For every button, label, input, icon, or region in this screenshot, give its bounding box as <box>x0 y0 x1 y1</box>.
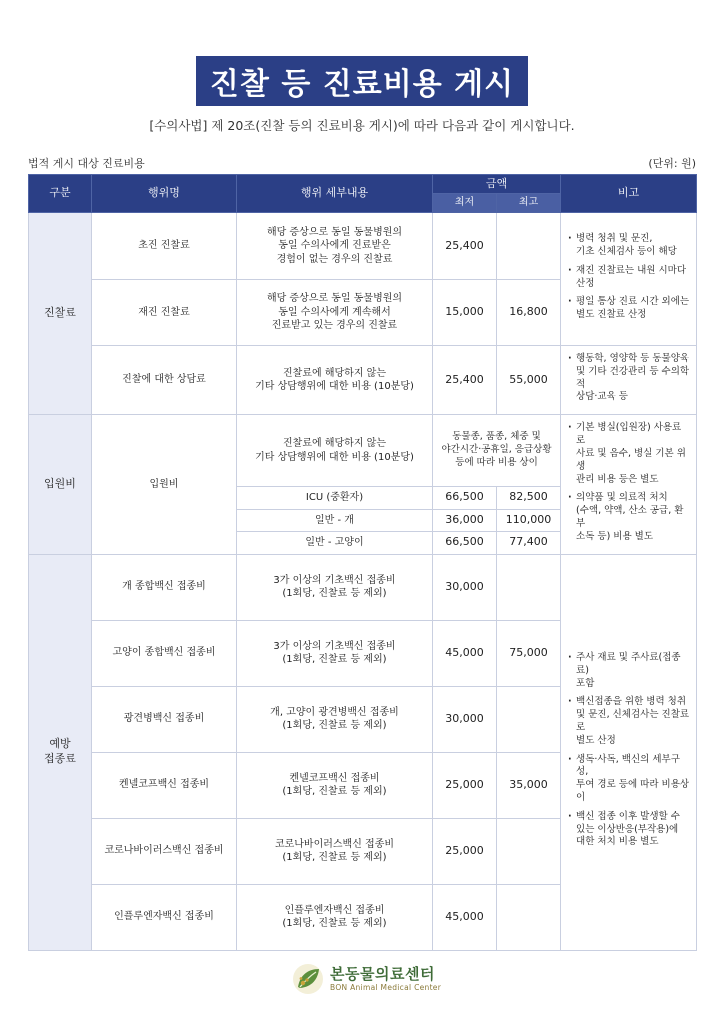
price-max <box>497 554 561 620</box>
item-detail: 해당 증상으로 동일 동물병원의 동일 수의사에게 계속해서 진료받고 있는 경우의 진찰료 <box>237 280 433 346</box>
price-max <box>497 213 561 280</box>
item-name: 진찰에 대한 상담료 <box>92 346 237 415</box>
item-detail: 일반 - 개 <box>237 509 433 532</box>
price-min: 30,000 <box>433 686 497 752</box>
price-min: 45,000 <box>433 620 497 686</box>
price-max: 110,000 <box>497 509 561 532</box>
note-cell <box>561 554 697 950</box>
price-max: 55,000 <box>497 346 561 415</box>
item-name: 고양이 종합백신 접종비 <box>92 620 237 686</box>
price-min: 66,500 <box>433 532 497 555</box>
header-amount: 금액 <box>433 175 561 194</box>
item-name: 코로나바이러스백신 접종비 <box>92 818 237 884</box>
note-item: · 행동학, 영양학 등 동물양육 및 기타 건강관리 등 수의학적 상담·교육 등 <box>567 353 690 404</box>
note-item: · 기본 병실(입원장) 사용료로 사료 및 음수, 병실 기본 위생 관리 비용 등은 별도 <box>567 422 690 486</box>
item-detail: 일반 - 고양이 <box>237 532 433 555</box>
item-detail: 코로나바이러스백신 접종비 (1회당, 진찰료 등 제외) <box>237 818 433 884</box>
price-max: 77,400 <box>497 532 561 555</box>
header-category: 구분 <box>29 175 92 213</box>
note-cell <box>561 415 697 554</box>
item-name: 재진 진찰료 <box>92 280 237 346</box>
header-min: 최저 <box>433 194 497 213</box>
price-min: 25,400 <box>433 346 497 415</box>
note-item: · 주사 재료 및 주사료(접종료) 포함 <box>567 652 690 690</box>
note-item: · 병력 청취 및 문진, 기초 신체검사 등이 해당 <box>567 233 690 259</box>
item-name: 개 종합백신 접종비 <box>92 554 237 620</box>
page-title: 진찰 등 진료비용 게시 <box>196 56 528 106</box>
page-subtitle: [수의사법] 제 20조(진찰 등의 진료비용 게시)에 따라 다음과 같이 게시합니다. <box>149 118 575 133</box>
price-max: 82,500 <box>497 487 561 510</box>
item-detail: 3가 이상의 기초백신 접종비 (1회당, 진찰료 등 제외) <box>237 620 433 686</box>
price-min: 25,400 <box>433 213 497 280</box>
item-name: 인플루엔자백신 접종비 <box>92 884 237 950</box>
header-name: 행위명 <box>92 175 237 213</box>
item-detail: 해당 증상으로 동일 동물병원의 동일 수의사에게 진료받은 경험이 없는 경우의 진찰료 <box>237 213 433 280</box>
note-item: · 생독·사독, 백신의 세부구성, 투여 경로 등에 따라 비용상이 <box>567 754 690 805</box>
price-min: 36,000 <box>433 509 497 532</box>
item-name: 광견병백신 접종비 <box>92 686 237 752</box>
clinic-name-english: BON Animal Medical Center <box>330 983 442 992</box>
item-name: 입원비 <box>92 415 237 554</box>
price-min: 66,500 <box>433 487 497 510</box>
header-note: 비고 <box>561 175 697 213</box>
price-min: 25,000 <box>433 752 497 818</box>
item-name: 초진 진찰료 <box>92 213 237 280</box>
header-detail: 행위 세부내용 <box>237 175 433 213</box>
price-max <box>497 818 561 884</box>
clinic-name-korean: 본동물의료센터 <box>330 965 435 983</box>
item-detail: 진찰료에 해당하지 않는 기타 상담행위에 대한 비용 (10분당) <box>237 346 433 415</box>
leaf-paw-icon <box>292 963 324 995</box>
category-cell: 입원비 <box>29 415 92 554</box>
item-detail: 개, 고양이 광견병백신 접종비 (1회당, 진찰료 등 제외) <box>237 686 433 752</box>
unit-label: (단위: 원) <box>648 157 696 170</box>
item-detail: 진찰료에 해당하지 않는 기타 상담행위에 대한 비용 (10분당) <box>237 415 433 487</box>
price-min: 25,000 <box>433 818 497 884</box>
price-min: 45,000 <box>433 884 497 950</box>
note-item: · 평일 통상 진료 시간 외에는 별도 진찰료 산정 <box>567 296 690 322</box>
price-max: 35,000 <box>497 752 561 818</box>
table-row <box>29 346 697 415</box>
price-max <box>497 884 561 950</box>
price-range-note: 동물종, 품종, 체중 및 야간시간·공휴일, 응급상황 등에 따라 비용 상이 <box>433 415 561 487</box>
clinic-logo <box>292 962 441 996</box>
header-max: 최고 <box>497 194 561 213</box>
price-min: 30,000 <box>433 554 497 620</box>
category-cell: 예방 접종료 <box>29 554 92 950</box>
note-cell <box>561 346 697 415</box>
note-item: · 백신접종을 위한 병력 청취 및 문진, 신체검사는 진찰료로 별도 산정 <box>567 696 690 747</box>
item-detail: 인플루엔자백신 접종비 (1회당, 진찰료 등 제외) <box>237 884 433 950</box>
table-caption: 법적 게시 대상 진료비용 <box>28 157 145 170</box>
item-name: 켄넬코프백신 접종비 <box>92 752 237 818</box>
price-max: 16,800 <box>497 280 561 346</box>
fee-table <box>28 174 697 951</box>
price-min: 15,000 <box>433 280 497 346</box>
table-row <box>29 415 697 487</box>
table-row <box>29 213 697 280</box>
item-detail: ICU (중환자) <box>237 487 433 510</box>
item-detail: 3가 이상의 기초백신 접종비 (1회당, 진찰료 등 제외) <box>237 554 433 620</box>
note-item: · 백신 접종 이후 발생할 수 있는 이상반응(부작용)에 대한 처치 비용 별도 <box>567 811 690 849</box>
note-item: · 의약품 및 의료적 처치 (수액, 약액, 산소 공급, 환부 소독 등) 비용 별도 <box>567 492 690 543</box>
table-row <box>29 554 697 620</box>
note-item: · 재진 진찰료는 내원 시마다 산정 <box>567 265 690 291</box>
price-max: 75,000 <box>497 620 561 686</box>
note-cell <box>561 213 697 346</box>
item-detail: 켄넬코프백신 접종비 (1회당, 진찰료 등 제외) <box>237 752 433 818</box>
category-cell: 진찰료 <box>29 213 92 415</box>
price-max <box>497 686 561 752</box>
